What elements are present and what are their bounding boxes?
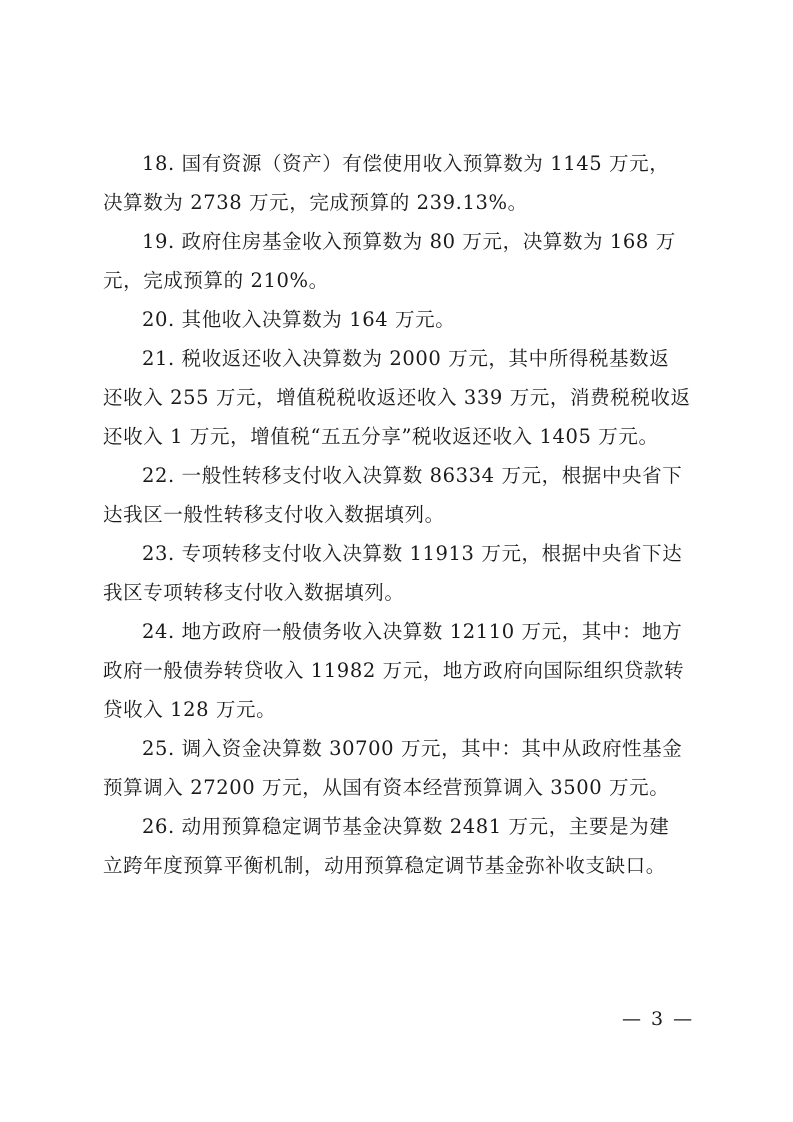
page-number: — 3 — (622, 1008, 695, 1030)
paragraph-22: 22. 一般性转移支付收入决算数 86334 万元，根据中央省下 达我区一般性转移支付收入数据填列。 (103, 464, 683, 526)
document-body (103, 144, 691, 885)
paragraph-21: 21. 税收返还收入决算数为 2000 万元，其中所得税基数返 还收入 255 万元，增值税税收返还收入 339 万元，消费税税收返 还收入 1 万元，增值税“五五分享”税收返还收入 1405 万元。 (103, 347, 691, 448)
paragraph-20: 20. 其他收入决算数为 164 万元。 (142, 308, 456, 331)
paragraph-19: 19. 政府住房基金收入预算数为 80 万元，决算数为 168 万 元，完成预算的 210%。 (103, 230, 676, 292)
paragraph-23: 23. 专项转移支付收入决算数 11913 万元，根据中央省下达 我区专项转移支付收入数据填列。 (103, 542, 683, 604)
paragraph-24: 24. 地方政府一般债务收入决算数 12110 万元，其中：地方 政府一般债券转贷收入 11982 万元，地方政府向国际组织贷款转 贷收入 128 万元。 (103, 620, 685, 721)
paragraph-26: 26. 动用预算稳定调节基金决算数 2481 万元，主要是为建 立跨年度预算平衡机制，动用预算稳定调节基金弥补收支缺口。 (103, 815, 670, 877)
paragraph-25: 25. 调入资金决算数 30700 万元，其中：其中从政府性基金 预算调入 27200 万元，从国有资本经营预算调入 3500 万元。 (103, 737, 683, 799)
paragraph-18: 18. 国有资源（资产）有偿使用收入预算数为 1145 万元， 决算数为 2738 万元，完成预算的 239.13%。 (103, 152, 670, 214)
